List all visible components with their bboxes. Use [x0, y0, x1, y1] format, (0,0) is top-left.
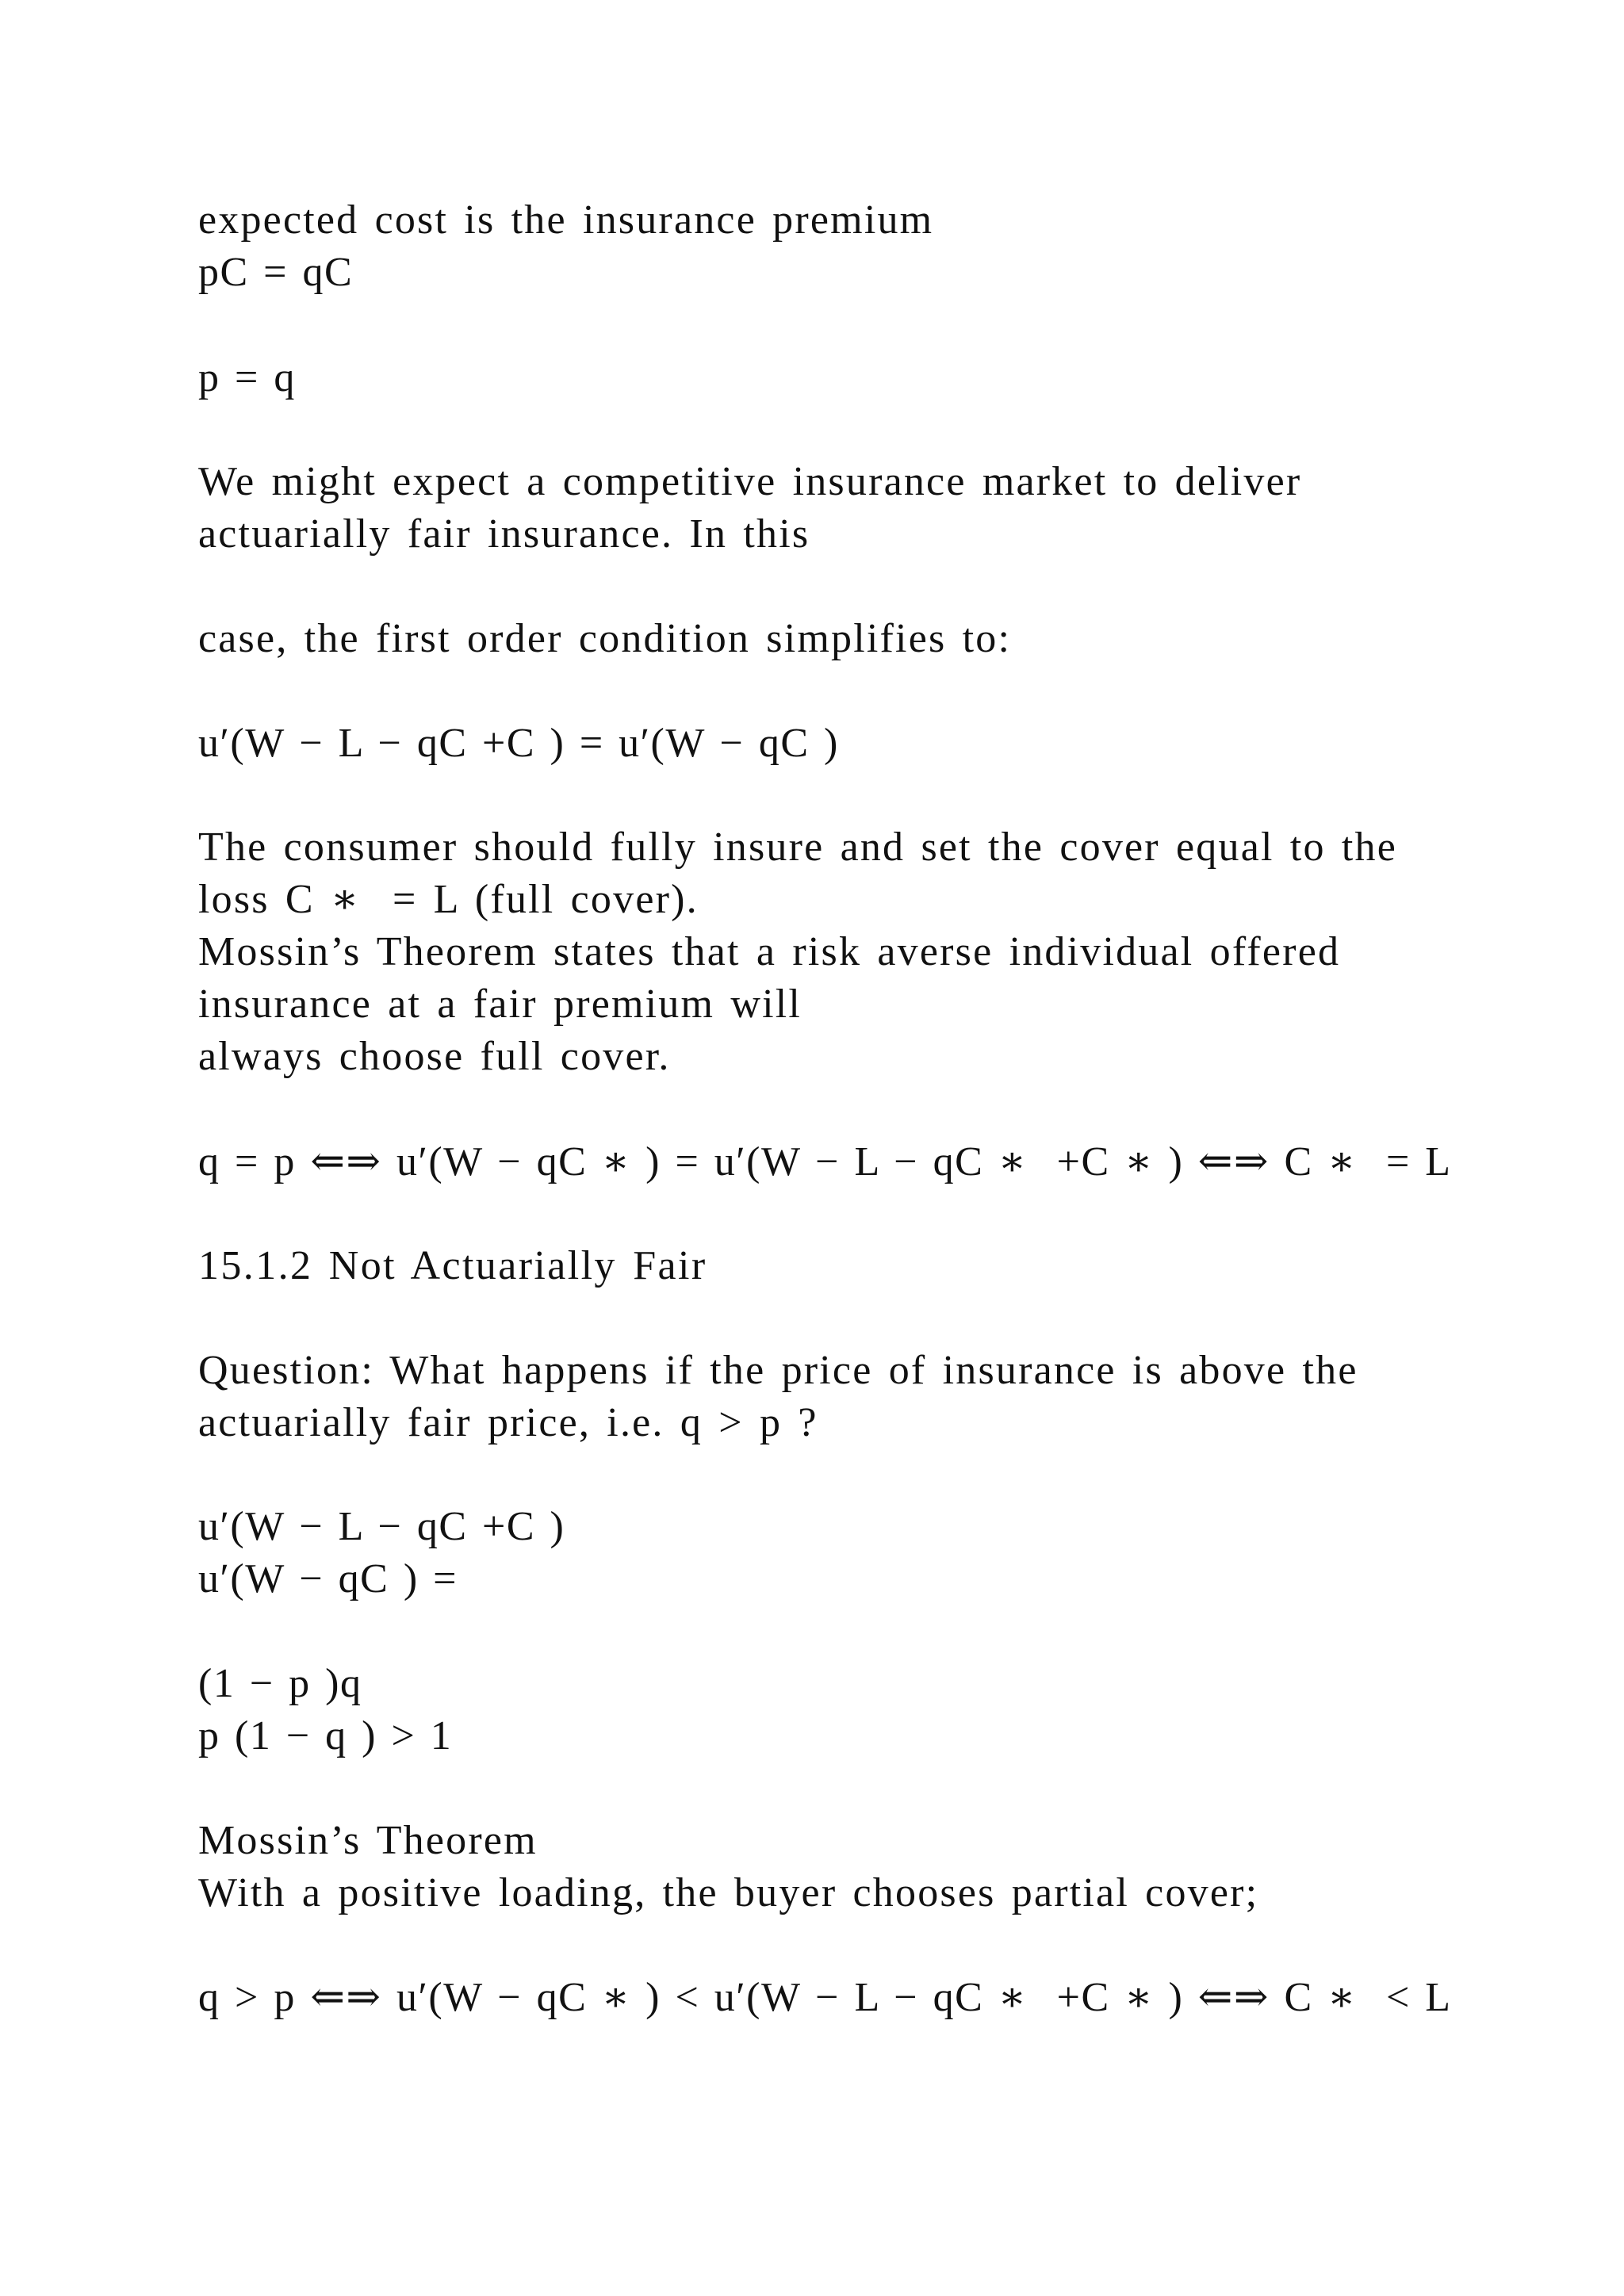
equation-ratio-denominator: u′(W − qC ) =	[198, 1556, 458, 1601]
text-line: Mossin’s Theorem states that a risk averse individual offered	[198, 929, 1341, 974]
text-line: We might expect a competitive insurance market to deliver	[198, 459, 1302, 504]
equation-full-cover: q = p ⇐⇒ u′(W − qC ∗ ) = u′(W − L − qC ∗ +C ∗ ) ⇐⇒ C ∗ = L	[198, 1139, 1452, 1184]
equation-ratio-rhs-denominator: p (1 − q ) > 1	[198, 1713, 453, 1758]
text-line: always choose full cover.	[198, 1034, 671, 1079]
text-line: actuarially fair price, i.e. q > p ?	[198, 1400, 818, 1445]
equation-ratio-rhs-numerator: (1 − p )q	[198, 1661, 362, 1706]
text-line: The consumer should fully insure and set the cover equal to the	[198, 825, 1398, 870]
section-heading: 15.1.2 Not Actuarially Fair	[198, 1243, 707, 1288]
theorem-title: Mossin’s Theorem	[198, 1818, 538, 1863]
text-line: insurance at a fair premium will	[198, 982, 802, 1027]
equation-premium: pC = qC	[198, 250, 354, 295]
text-line: case, the first order condition simplifies to:	[198, 616, 1012, 661]
text-line: actuarially fair insurance. In this	[198, 511, 810, 557]
equation-ratio-numerator: u′(W − L − qC +C )	[198, 1504, 565, 1549]
text-line: With a positive loading, the buyer chooses partial cover;	[198, 1870, 1259, 1915]
text-line: expected cost is the insurance premium	[198, 197, 934, 243]
text-line: loss C ∗ = L (full cover).	[198, 877, 699, 922]
equation-fair-price: p = q	[198, 355, 296, 400]
text-line: Question: What happens if the price of insurance is above the	[198, 1348, 1358, 1393]
equation-first-order-condition: u′(W − L − qC +C ) = u′(W − qC )	[198, 721, 839, 766]
equation-partial-cover: q > p ⇐⇒ u′(W − qC ∗ ) < u′(W − L − qC ∗ +C ∗ ) ⇐⇒ C ∗ < L	[198, 1975, 1452, 2020]
